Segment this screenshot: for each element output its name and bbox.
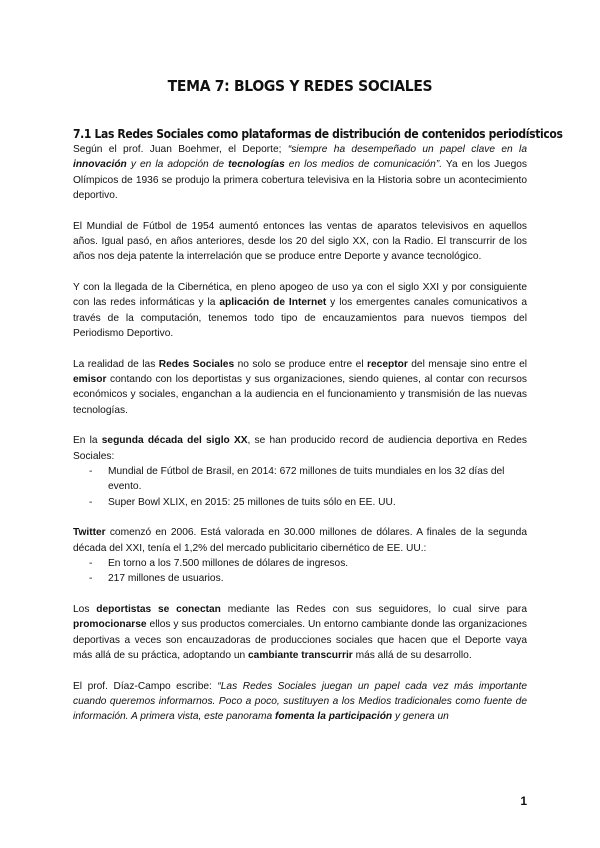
list-item: - 217 millones de usuarios. [73, 571, 527, 586]
emphasis-text: aplicación de Internet [219, 297, 327, 309]
list-item: - En torno a los 7.500 millones de dólares de ingresos. [73, 556, 527, 571]
paragraph-redes-sociales [73, 357, 527, 418]
emphasis-text: segunda década del siglo XX [101, 435, 248, 447]
document-body [73, 127, 563, 725]
emphasis-text: Redes Sociales [158, 358, 235, 370]
text-run: no solo se produce entre el [234, 358, 368, 370]
paragraph-boehmer [73, 142, 527, 203]
records-list [73, 464, 527, 510]
text-run: del mensaje sino entre el [407, 358, 528, 370]
twitter-list [73, 556, 527, 587]
quote-emphasis: innovación [73, 159, 127, 171]
text-run: mediante las Redes con sus seguidores, lo cual sirve para [220, 604, 527, 616]
quote-text: “siempre ha desempeñado un papel clave en la [287, 144, 527, 155]
text-run: En la [73, 435, 102, 447]
text-run: contando con los deportistas y sus organizaciones, siendo quienes, al contar con recursos económicos y sociales, enganchan a la audiencia en el funcionamiento y transmisión de las nuevas tecnologías. [73, 374, 527, 416]
paragraph-mundial-1954: El Mundial de Fútbol de 1954 aumentó entonces las ventas de aparatos televisivos en aquellos años. Igual pasó, en años anteriores, desde los 20 del siglo XX, con la Radio. El transcurrir de los años nos deja patente la interrelación que se produce entre Deporte y avance tecnológico. [73, 220, 527, 263]
section-heading: 7.1 Las Redes Sociales como plataformas de distribución de contenidos periodísticos [73, 127, 563, 141]
emphasis-text: receptor [367, 358, 408, 370]
text-run: La realidad de las [73, 358, 159, 370]
paragraph-segunda-decada [73, 433, 527, 464]
text-run: comenzó en 2006. Está valorada en 30.000 millones de dólares. A finales de la segunda década del XXI, tenía el 1,2% del mercado publicitario cibernético de EE. UU.: [73, 527, 527, 554]
text-run: más allá de su desarrollo. [352, 650, 472, 662]
text-run: El prof. Díaz-Campo escribe: [73, 680, 218, 692]
quote-text: en los medios de comunicación”. [284, 159, 443, 171]
list-item: - Mundial de Fútbol de Brasil, en 2014: 672 millones de tuits mundiales en los 32 días del evento. [73, 464, 527, 495]
text-run: Y con la llegada de la Cibernética, en pleno apogeo de uso ya con el siglo XXI y por consiguiente con las redes informáticas y la [73, 282, 527, 309]
emphasis-text: deportistas se conectan [96, 604, 221, 616]
quote-emphasis: fomenta la participación [274, 711, 393, 723]
emphasis-text: cambiante transcurrir [248, 650, 353, 662]
paragraph-cibernetica [73, 280, 527, 341]
text-run: ellos y sus productos comerciales. Un entorno cambiante donde las organizaciones deportivas a veces son encauzadoras de producciones sociales que hacen que el Deporte vaya más allá de su práctica, adoptando un [73, 619, 527, 662]
quote-emphasis: tecnologías [228, 159, 285, 171]
emphasis-text: emisor [73, 374, 107, 386]
paragraph-twitter [73, 525, 527, 556]
page-title: TEMA 7: BLOGS Y REDES SOCIALES [167, 77, 433, 95]
text-run: y los emergentes canales comunicativos a través de la computación, tenemos todo tipo de encauzamientos para nuevos tiempos del Periodismo Deportivo. [73, 297, 527, 339]
emphasis-text: Twitter [73, 527, 106, 539]
emphasis-text: promocionarse [73, 619, 147, 631]
text-run: , se han producido record de audiencia deportiva en Redes Sociales: [73, 435, 527, 462]
list-item: - Super Bowl XLIX, en 2015: 25 millones de tuits sólo en EE. UU. [73, 495, 527, 510]
quote-text: y en la adopción de [126, 159, 229, 171]
paragraph-deportistas [73, 602, 527, 663]
paragraph-diaz-campo [73, 679, 527, 725]
page-number: 1 [520, 794, 527, 808]
text-run: Ya en los Juegos Olímpicos de 1936 se produjo la primera cobertura televisiva en la Historia sobre un acontecimiento deportivo. [73, 159, 527, 201]
text-run: Los [73, 604, 97, 616]
quote-text: y genera un [392, 711, 449, 723]
text-run: Según el prof. Juan Boehmer, el Deporte; [73, 144, 288, 155]
quote-text: “Las Redes Sociales juegan un papel cada vez más importante cuando queremos informarnos. Poco a poco, sustituyen a los Medios tradicionales como fuente de información. A primera vista, este panorama [73, 680, 527, 723]
